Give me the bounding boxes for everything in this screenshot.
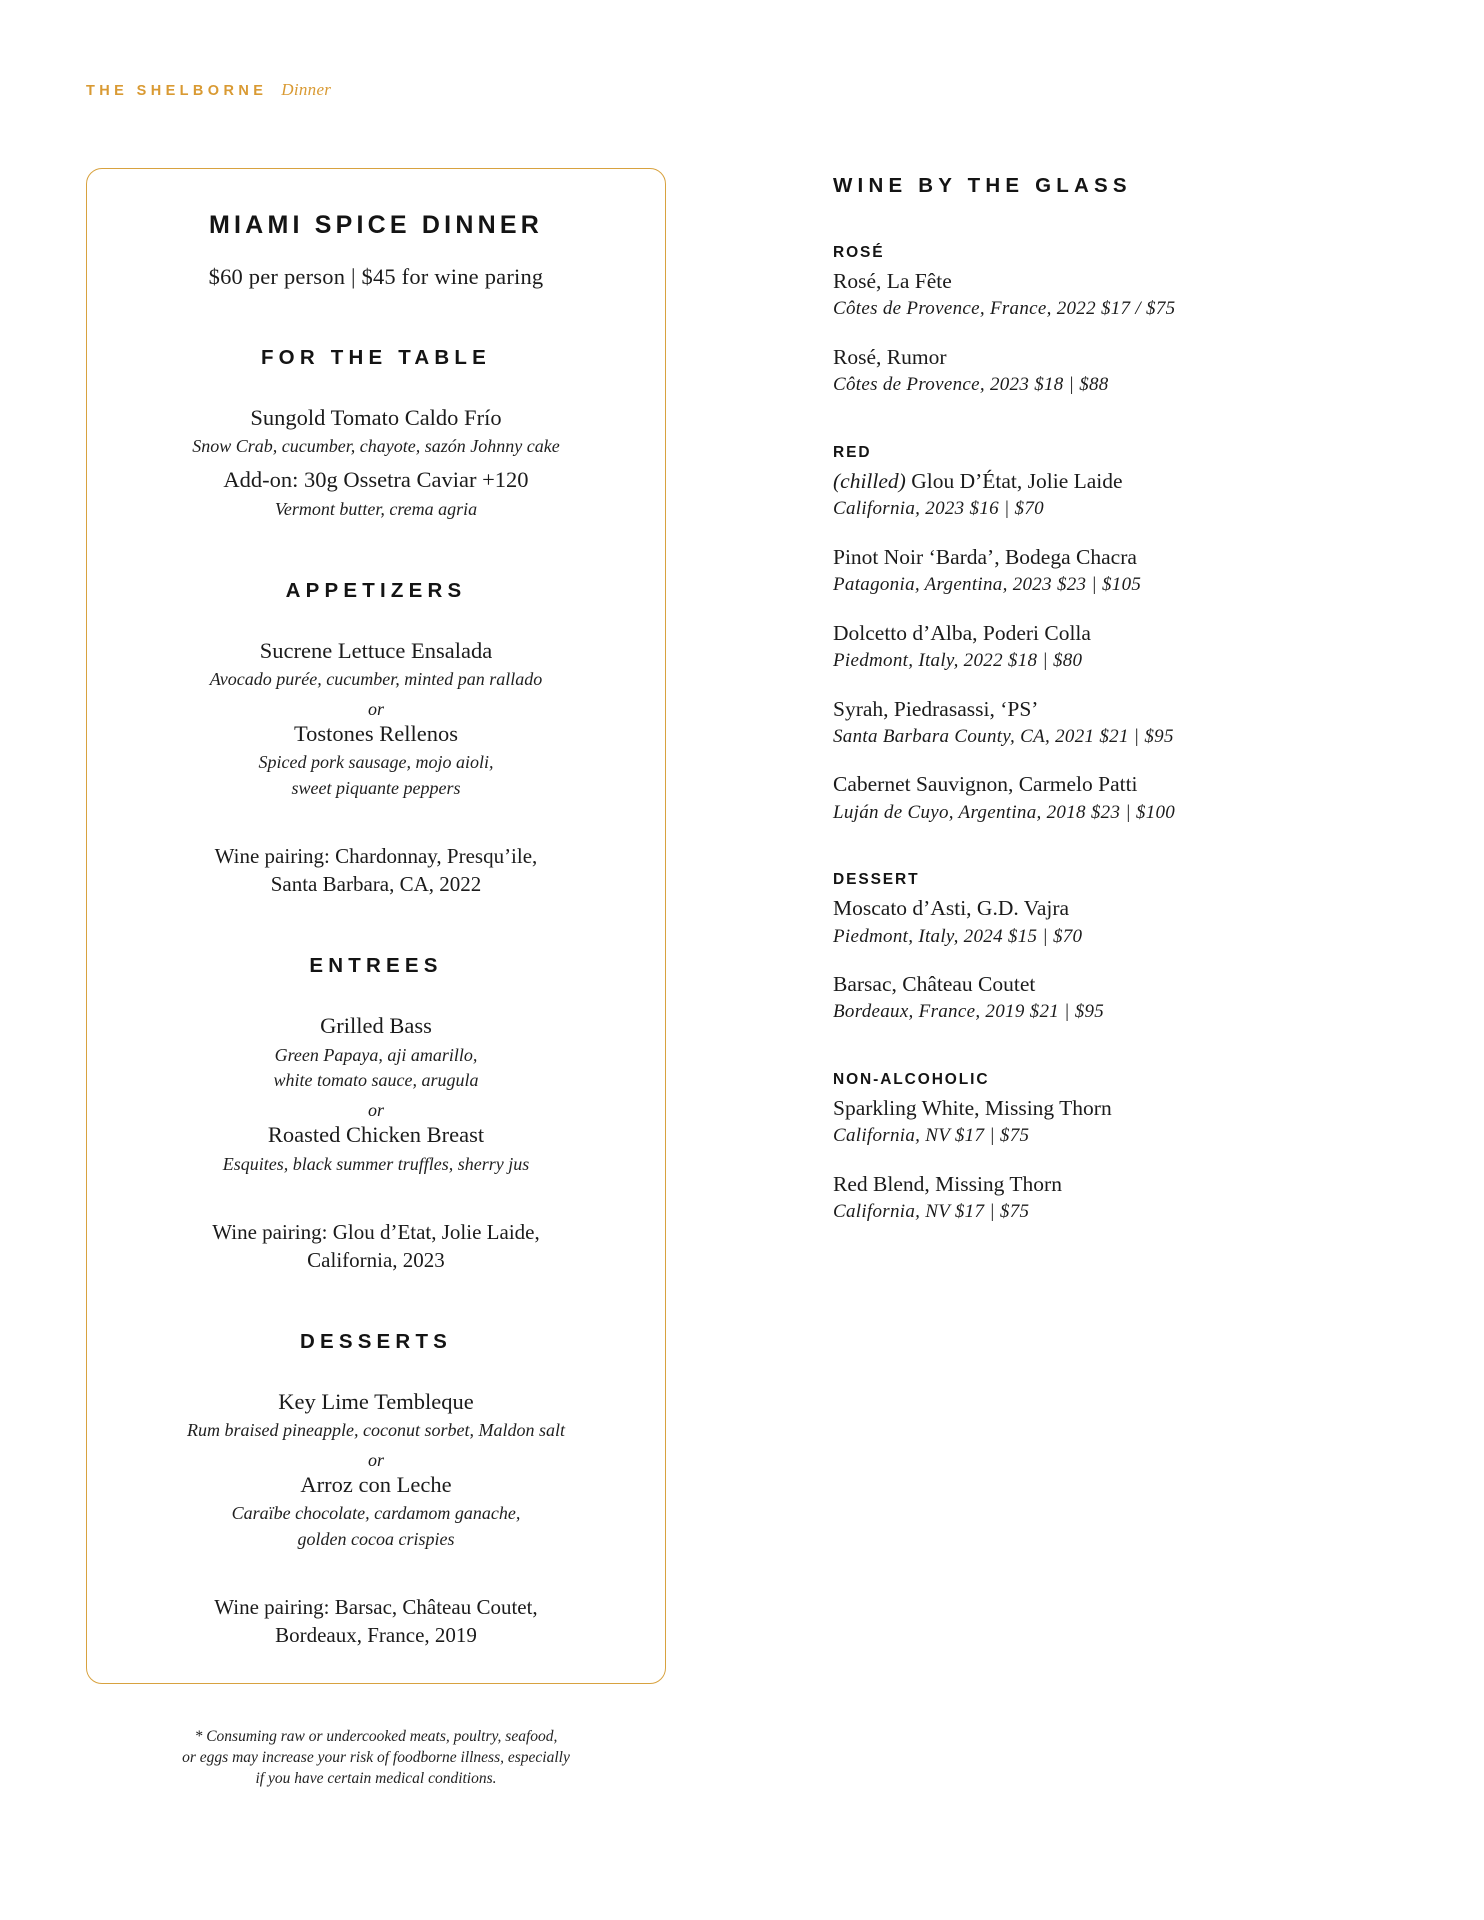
wine-pairing-note: Wine pairing: Barsac, Château Coutet, Bordeaux, France, 2019 bbox=[214, 1595, 538, 1648]
dish-description: Rum braised pineapple, coconut sorbet, Maldon salt bbox=[187, 1420, 565, 1441]
dish-description: Green Papaya, aji amarillo, white tomato sauce, arugula bbox=[273, 1044, 479, 1091]
dish bbox=[121, 699, 631, 802]
dish-name: Sungold Tomato Caldo Frío bbox=[250, 405, 502, 430]
wine-group bbox=[833, 871, 1353, 1025]
dish-description: Vermont butter, crema agria bbox=[274, 498, 478, 519]
wine-origin-and-price: Côtes de Provence, 2023 $18 | $88 bbox=[833, 374, 1109, 396]
wine-name: Syrah, Piedrasassi, ‘PS’ bbox=[833, 696, 1039, 721]
course-section bbox=[121, 954, 631, 1274]
wine-item bbox=[833, 620, 1353, 674]
wine-name: Red Blend, Missing Thorn bbox=[833, 1172, 1062, 1197]
wine-name: Cabernet Sauvignon, Carmelo Patti bbox=[833, 772, 1138, 797]
dish bbox=[121, 637, 631, 693]
wine-origin-and-price: Santa Barbara County, CA, 2021 $21 | $95 bbox=[833, 725, 1174, 747]
wine-name: Barsac, Château Coutet bbox=[833, 972, 1036, 997]
dish-name: Sucrene Lettuce Ensalada bbox=[259, 637, 493, 663]
course-title: FOR THE TABLE bbox=[260, 346, 492, 369]
dish bbox=[121, 1388, 631, 1444]
wine-group-title: NON-ALCOHOLIC bbox=[833, 1071, 990, 1089]
dish bbox=[121, 466, 631, 522]
course-section bbox=[121, 1330, 631, 1650]
dish-description: Caraïbe chocolate, cardamom ganache, golden cocoa crispies bbox=[231, 1503, 521, 1550]
dish-name: Roasted Chicken Breast bbox=[267, 1122, 485, 1148]
wine-section-title: WINE BY THE GLASS bbox=[833, 174, 1132, 197]
wine-group bbox=[833, 244, 1353, 398]
wine-group-title: ROSÉ bbox=[833, 244, 885, 261]
wine-item bbox=[833, 1171, 1353, 1225]
dish bbox=[121, 1100, 631, 1177]
wine-item bbox=[833, 696, 1353, 750]
wine-name bbox=[833, 468, 1353, 494]
meal-label: Dinner bbox=[281, 80, 332, 99]
dish bbox=[121, 1012, 631, 1094]
wine-name-text: Glou D’État, Jolie Laide bbox=[905, 468, 1123, 493]
wine-name: Moscato d’Asti, G.D. Vajra bbox=[833, 896, 1070, 921]
wine-name: Pinot Noir ‘Barda’, Bodega Chacra bbox=[833, 544, 1137, 569]
page-header bbox=[86, 80, 331, 100]
wine-item bbox=[833, 771, 1353, 825]
course-section bbox=[121, 346, 631, 523]
dish-separator: or bbox=[367, 698, 384, 719]
brand-wordmark: THE SHELBORNE bbox=[86, 83, 268, 99]
dish-separator: or bbox=[367, 1100, 384, 1121]
wine-name: Dolcetto d’Alba, Poderi Colla bbox=[833, 620, 1091, 645]
page-title: MIAMI SPICE DINNER bbox=[209, 211, 543, 239]
dish-description: Snow Crab, cucumber, chayote, sazón Johnny cake bbox=[192, 436, 560, 457]
course-section bbox=[121, 579, 631, 899]
wine-origin-and-price: Bordeaux, France, 2019 $21 | $95 bbox=[833, 1001, 1105, 1023]
dish-description: Avocado purée, cucumber, minted pan rallado bbox=[209, 668, 543, 689]
dish-name: Grilled Bass bbox=[320, 1013, 432, 1039]
wine-item bbox=[833, 971, 1353, 1025]
course-title: DESSERTS bbox=[299, 1329, 453, 1353]
dish bbox=[121, 404, 631, 460]
dish-name: Tostones Rellenos bbox=[293, 720, 459, 746]
wine-item bbox=[833, 468, 1353, 522]
wine-item bbox=[833, 268, 1353, 322]
wine-origin-and-price: Côtes de Provence, France, 2022 $17 / $75 bbox=[833, 298, 1176, 320]
allergen-footnote: * Consuming raw or undercooked meats, poultry, seafood, or eggs may increase your risk of foodborne illness, especially if you have certain medical conditions. bbox=[182, 1727, 570, 1788]
wine-origin-and-price: California, NV $17 | $75 bbox=[833, 1125, 1030, 1147]
wine-group-title: DESSERT bbox=[833, 871, 920, 889]
dish-name: Add-on: 30g Ossetra Caviar +120 bbox=[223, 467, 529, 493]
dish bbox=[121, 1450, 631, 1553]
wine-pairing-note: Wine pairing: Glou d’Etat, Jolie Laide, California, 2023 bbox=[212, 1219, 540, 1272]
wine-pairing-note: Wine pairing: Chardonnay, Presqu’ile, Santa Barbara, CA, 2022 bbox=[214, 843, 538, 897]
miami-spice-dinner-panel bbox=[86, 168, 666, 1684]
prix-fixe-price: $60 per person | $45 for wine paring bbox=[208, 264, 544, 289]
wine-origin-and-price: California, NV $17 | $75 bbox=[833, 1201, 1030, 1223]
wine-name: Rosé, La Fête bbox=[833, 269, 952, 293]
course-title: ENTREES bbox=[309, 954, 443, 978]
wine-item bbox=[833, 1095, 1353, 1149]
wine-origin-and-price: Piedmont, Italy, 2022 $18 | $80 bbox=[833, 649, 1083, 671]
wine-item bbox=[833, 895, 1353, 949]
course-title: APPETIZERS bbox=[285, 578, 467, 602]
wine-group-title: RED bbox=[833, 443, 872, 461]
dish-description: Spiced pork sausage, mojo aioli, sweet piquante peppers bbox=[258, 752, 494, 798]
wine-serving-note: (chilled) bbox=[833, 468, 906, 493]
wine-item bbox=[833, 344, 1353, 398]
wine-origin-and-price: Piedmont, Italy, 2024 $15 | $70 bbox=[833, 925, 1083, 947]
dish-description: Esquites, black summer truffles, sherry jus bbox=[222, 1153, 530, 1174]
wine-group bbox=[833, 1071, 1353, 1225]
dish-separator: or bbox=[367, 1450, 384, 1471]
dish-name: Arroz con Leche bbox=[300, 1472, 452, 1498]
wine-item bbox=[833, 544, 1353, 598]
wine-group bbox=[833, 444, 1353, 826]
wine-origin-and-price: Patagonia, Argentina, 2023 $23 | $105 bbox=[833, 573, 1142, 595]
wine-origin-and-price: California, 2023 $16 | $70 bbox=[833, 498, 1044, 520]
wine-origin-and-price: Luján de Cuyo, Argentina, 2018 $23 | $100 bbox=[833, 801, 1176, 823]
wine-group-list bbox=[833, 244, 1353, 1225]
wine-name: Sparkling White, Missing Thorn bbox=[833, 1096, 1112, 1121]
dish-name: Key Lime Tembleque bbox=[278, 1388, 474, 1414]
wine-by-the-glass-panel bbox=[833, 168, 1353, 1225]
course-list bbox=[121, 346, 631, 1649]
wine-name: Rosé, Rumor bbox=[833, 344, 947, 369]
